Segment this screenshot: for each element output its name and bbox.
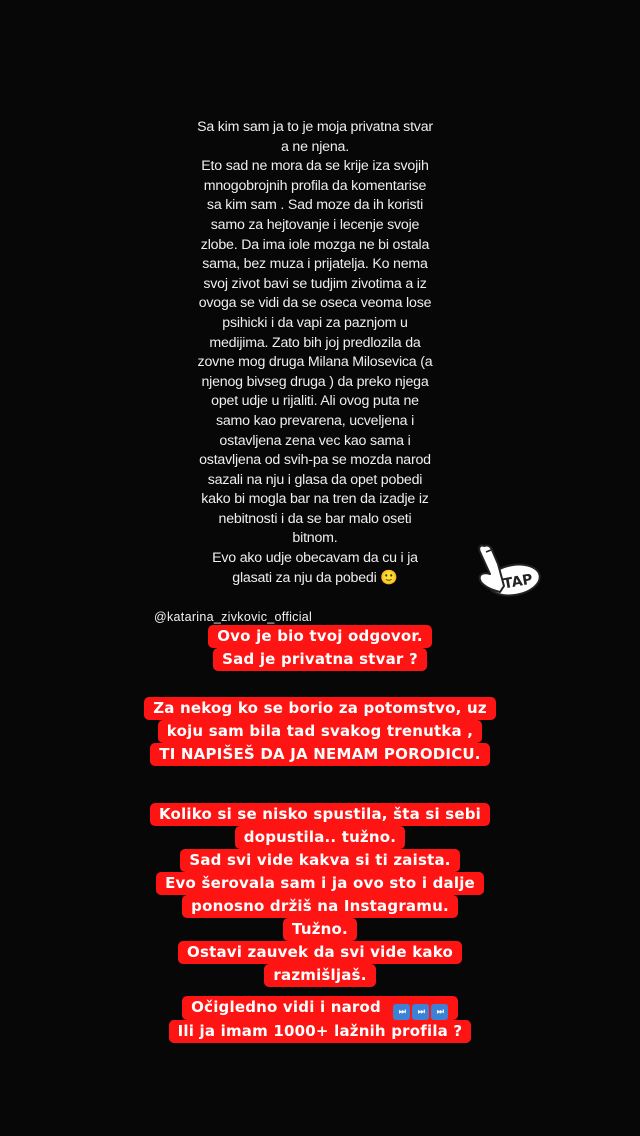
screenshot-post-text (150, 118, 480, 588)
post-line: samo za hejtovanje i lecenje svoje (210, 216, 420, 233)
post-line: opet udje u rijaliti. Ali ovog puta ne (211, 393, 419, 410)
post-line: Eto sad ne mora da se krije iza svojih (201, 158, 429, 175)
post-line: nebitnosti i da se bar malo oseti (218, 510, 412, 527)
post-line: zlobe. Da ima iole mozga ne bi ostala (200, 236, 430, 253)
post-line: mnogobrojnih profila da komentarise (203, 177, 427, 194)
post-line: a ne njena. (280, 138, 349, 155)
next-track-icon: ⏭ (431, 1004, 448, 1020)
caption-line: TI NAPIŠEŠ DA JA NEMAM PORODICU. (150, 743, 489, 766)
caption-text: Očigledno vidi i narod (191, 998, 381, 1016)
caption-line: dopustila.. tužno. (235, 826, 405, 849)
red-caption-profiles (0, 996, 640, 1043)
post-line: samo kao prevarena, ucveljena i (215, 412, 415, 429)
username-mention[interactable]: @katarina_zivkovic_official (154, 610, 313, 624)
post-line: bitnom. (292, 530, 338, 547)
caption-line: razmišljaš. (264, 964, 375, 987)
caption-line: Za nekog ko se borio za potomstvo, uz (144, 697, 496, 720)
tap-sticker[interactable] (470, 540, 542, 608)
post-line: medijima. Zato bih joj predlozila da (209, 334, 421, 351)
red-caption-main (0, 803, 640, 987)
caption-line (182, 996, 458, 1020)
post-line: svoj zivot bavi se tudjim zivotima a iz (203, 275, 427, 292)
caption-line: Sad svi vide kakva si ti zaista. (180, 849, 459, 872)
caption-line: Ili ja imam 1000+ lažnih profila ? (169, 1020, 472, 1043)
next-track-icon: ⏭ (412, 1004, 429, 1020)
next-track-icon: ⏭ (393, 1004, 410, 1020)
post-line: sama, bez muza i prijatelja. Ko nema (202, 256, 428, 273)
post-line: sazali na nju i glasa da opet pobedi (207, 471, 423, 488)
red-caption-family (0, 697, 640, 766)
post-line: ostavljena zena vec kao sama i (219, 432, 411, 449)
tap-sticker-label: TAP (502, 571, 534, 593)
caption-line: Ovo je bio tvoj odgovor. (208, 625, 432, 648)
caption-line: Sad je privatna stvar ? (213, 648, 427, 671)
red-caption-reply (0, 625, 640, 671)
post-line: kako bi mogla bar na tren da izadje iz (201, 491, 429, 508)
post-line: glasati za nju da pobedi 🙂 (232, 569, 398, 586)
caption-line: ponosno držiš na Instagramu. (182, 895, 458, 918)
post-line: psihicki i da vapi za paznjom u (222, 314, 408, 331)
caption-line: Tužno. (283, 918, 357, 941)
post-line: sa kim sam . Sad moze da ih koristi (206, 197, 424, 214)
post-line: njenog bivseg druga ) da preko njega (201, 373, 429, 390)
post-line: ostavljena od svih-pa se mozda narod (199, 452, 431, 469)
post-line: zovne mog druga Milana Milosevica (a (197, 354, 433, 371)
post-line: Sa kim sam ja to je moja privatna stvar (197, 119, 433, 135)
post-line: ovoga se vidi da se oseca veoma lose (198, 295, 432, 312)
post-line: Evo ako udje obecavam da cu i ja (212, 550, 418, 567)
caption-line: Evo šerovala sam i ja ovo sto i dalje (156, 872, 484, 895)
tap-hand-icon (470, 540, 542, 608)
caption-line: Koliko si se nisko spustila, šta si sebi (150, 803, 490, 826)
caption-line: Ostavi zauvek da svi vide kako (178, 941, 462, 964)
caption-line: koju sam bila tad svakog trenutka , (158, 720, 482, 743)
